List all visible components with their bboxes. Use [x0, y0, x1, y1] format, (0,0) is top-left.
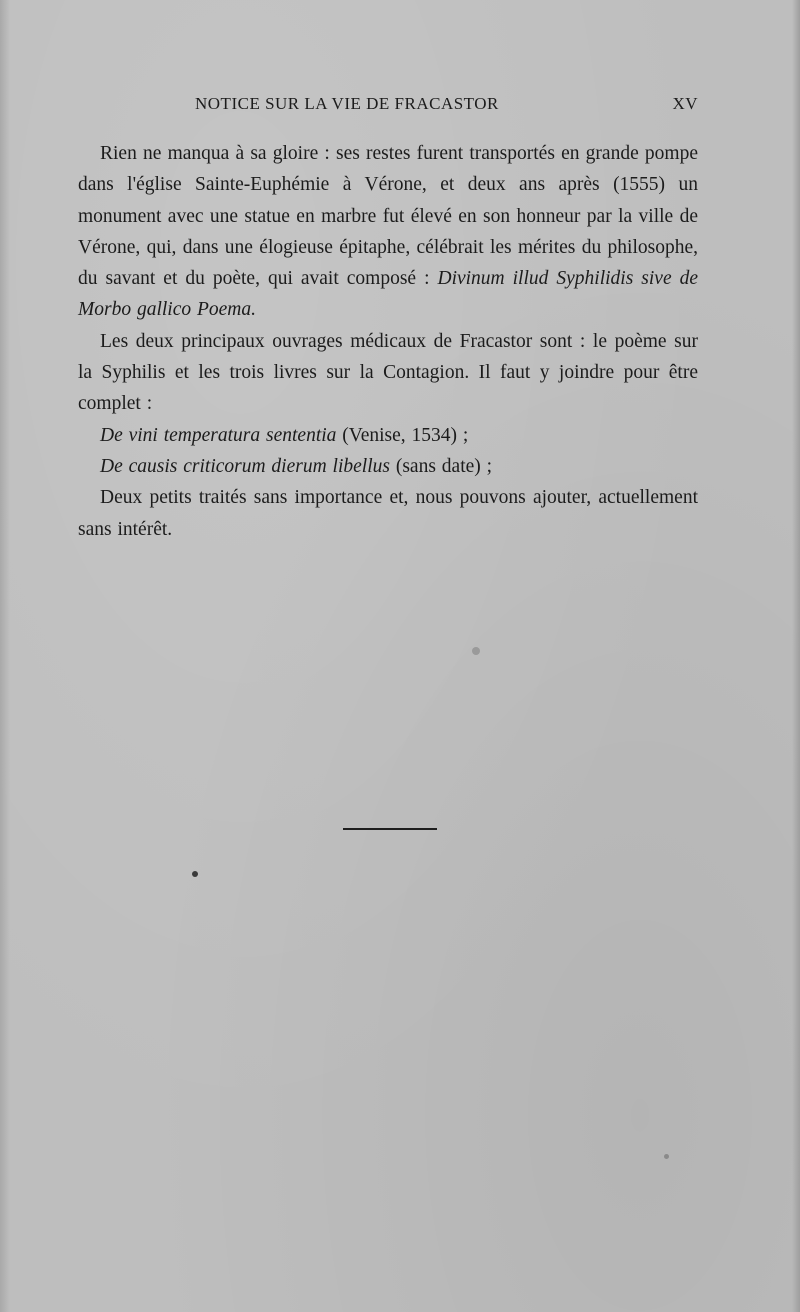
page-number: XV [672, 94, 698, 113]
paragraph-gloire [78, 138, 698, 326]
work-title-causis: De causis criticorum dierum libellus [100, 455, 390, 477]
work-entry-vini [78, 420, 698, 451]
paragraph-ouvrages: Les deux principaux ouvrages médicaux de Fracastor sont : le poème sur la Syphilis et les trois livres sur la Contagion. Il faut y joindre pour être complet : [78, 330, 698, 415]
work-entry-causis [78, 451, 698, 482]
body-text [78, 138, 698, 545]
running-title: NOTICE SUR LA VIE DE FRACASTOR [195, 94, 499, 113]
paper-speck [472, 647, 480, 655]
work-detail-vini: (Venise, 1534) ; [336, 424, 469, 446]
work-detail-causis: (sans date) ; [389, 455, 493, 477]
paper-speck [664, 1154, 669, 1159]
page-edge-shadow-right [792, 0, 800, 1312]
poem-title: Divinum illud Syphilidis sive de Morbo gallico Poema. [78, 268, 698, 321]
page-edge-shadow-left [0, 0, 10, 1312]
running-head [78, 94, 698, 118]
end-rule [343, 828, 437, 830]
paragraph-traites: Deux petits traités sans importance et, nous pouvons ajouter, actuellement sans intérêt. [78, 487, 698, 540]
ink-speck [192, 871, 198, 877]
paragraph-gloire-text: Rien ne manqua à sa gloire : ses restes furent transportés en grande pompe dans l'église Sainte-Euphémie à Vérone, et deux ans après (1555) un monument avec une statue en marbre fut élevé en son honneur par la ville de Vérone, qui, dans une élogieuse épitaphe, célébrait les mérites du philosophe, du savant et du poète, qui avait composé : [78, 143, 698, 290]
work-title-vini: De vini temperatura sententia [100, 424, 337, 446]
